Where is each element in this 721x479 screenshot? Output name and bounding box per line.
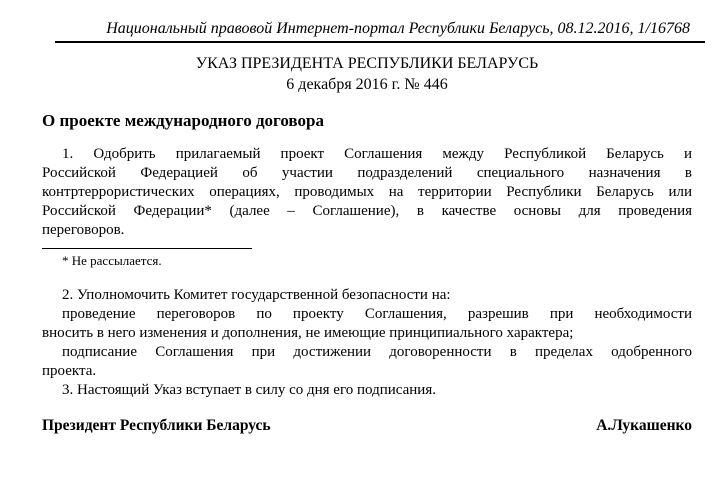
paragraph-2 — [42, 286, 692, 400]
decree-type: УКАЗ ПРЕЗИДЕНТА РЕСПУБЛИКИ БЕЛАРУСЬ — [195, 55, 539, 72]
paragraph-2-intro: 2. Уполномочить Комитет государственной безопасности на: — [62, 287, 451, 303]
paragraph-2-sub2-line: проекта. — [42, 363, 97, 379]
paragraph-1 — [42, 145, 692, 240]
header-rule — [55, 41, 705, 43]
paragraph-2-sub2-line: подписание Соглашения при достижении договоренности в пределах одобренного — [62, 344, 692, 360]
document-page — [0, 20, 721, 479]
paragraph-1-line: Российской Федерации* (далее – Соглашение), в качестве основы для проведения — [42, 203, 692, 219]
footnote-rule — [42, 248, 252, 249]
paragraph-1-line: Российской Федерацией об участии подразделений специального назначения в — [42, 165, 692, 181]
decree-heading — [42, 53, 692, 95]
paragraph-1-line: переговоров. — [42, 222, 125, 238]
paragraph-1-line: 1. Одобрить прилагаемый проект Соглашения между Республикой Беларусь и — [62, 146, 692, 162]
signature-row — [42, 416, 692, 435]
decree-date-number: 6 декабря 2016 г. № 446 — [286, 76, 448, 93]
paragraph-2-sub1-line: вносить в него изменения и дополнения, не имеющие принципиального характера; — [42, 325, 574, 341]
signature-title: Президент Республики Беларусь — [42, 417, 271, 434]
paragraph-1-line: контртеррористических операциях, проводимых на территории Республики Беларусь или — [42, 184, 692, 200]
footnote-text: * Не рассылается. — [62, 253, 162, 268]
document-title: О проекте международного договора — [42, 111, 324, 130]
paragraph-2-sub1-line: проведение переговоров по проекту Соглашения, разрешив при необходимости — [62, 306, 692, 322]
signature-name: А.Лукашенко — [596, 417, 692, 434]
paragraph-3: 3. Настоящий Указ вступает в силу со дня его подписания. — [62, 382, 436, 398]
portal-header: Национальный правовой Интернет-портал Республики Беларусь, 08.12.2016, 1/16768 — [106, 20, 690, 37]
